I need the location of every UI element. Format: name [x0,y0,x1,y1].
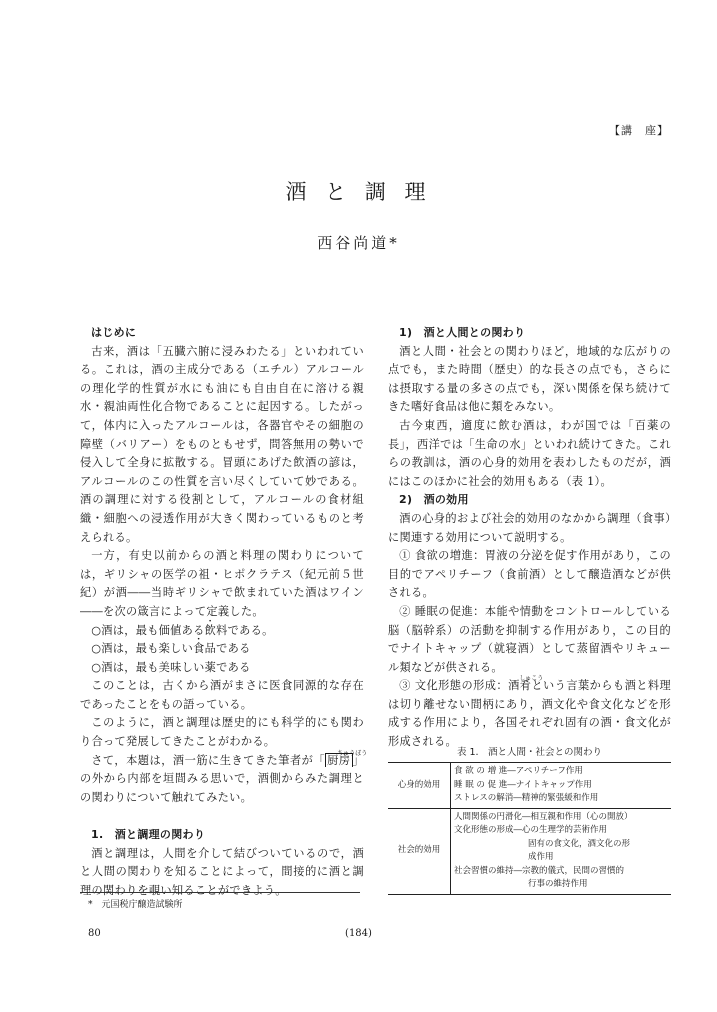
paragraph: 古来，酒は「五臓六腑に浸みわたる」といわれている。これは，酒の主成分である（エチル）アルコールの理化学的性質が水にも油にも自由自在に溶ける親水・親油両性化合物であることに起因する。したがって，体内に入ったアルコールは，各器官やその細胞の障壁（バリアー）をものともせず，問答無用の勢いで侵入して全身に拡散する。冒頭にあげた飲酒の諺は，アルコールのこの性質を言い尽くしていて妙である。酒の調理に対する役割として，アルコールの食材組織・細胞への浸透作用が大きく関わっているものと考えられる。 [80,344,364,544]
journal-page-number: (184) [345,928,372,939]
table-items-cell [451,808,672,894]
page-number: 80 [88,928,101,939]
paragraph: 古今東西，適度に飲む酒は，わが国では「百薬の長」，西洋では「生命の水」といわれ続けてきた。これらの教訓は，酒の心身的効用を表わしたものだが，酒にはこのほかに社会的効用もある（表 1）。 [388,418,671,488]
list-item: ○酒は，最も美味しい薬である [91,660,251,674]
left-column [80,324,368,900]
paragraph: このことは，古くから酒がまさに医食同源的な存在であったことをもの語っている。 [80,679,364,711]
table-item: 社会習慣の維持―宗教的儀式，民間の習慣的 [454,865,625,876]
paragraph: ② 睡眠の促進：本能や情動をコントロールしている脳（脳幹系）の活動を抑制する作用があり，この目的でナイトキャップ（就寝酒）として蒸留酒やリキュール類などが供される。 [388,604,671,674]
heading-introduction: はじめに [91,326,137,339]
ruby-word: しゅこう 酒肴 [508,679,531,692]
footnote: * 元国税庁醸造試験所 [88,900,183,910]
table-item: 文化形態の形成―心の生理学的芸術作用 [454,825,608,835]
paragraph: ① 食欲の増進：胃液の分泌を促す作用があり，この目的でアペリチーフ（食前酒）として醸造酒などが供される。 [388,549,671,600]
heading-subsection-2: 2) 酒の効用 [399,493,469,507]
table-category-cell: 社会的効用 [388,808,451,894]
paragraph: このように，酒と調理は歴史的にも科学的にも関わり合って発展してきたことがわかる。 [80,716,364,749]
table-item: 固有の食文化，酒文化の形 [528,838,631,849]
section-tag: 【講 座】 [609,124,669,137]
table-item: 睡 眠 の 促 進―ナイトキャップ作用 [454,779,592,790]
paragraph: ③ 文化形態の形成： しゅこう 酒肴という言葉からも酒と料理は切り離せない間柄にあり，酒文化や食文化などを形成する作用により，各国それぞれ固有の酒・食文化が形成される。 [388,677,671,751]
table-item: 行事の維持作用 [528,879,588,889]
ruby-reading: ちゅうぼう [337,749,368,757]
paragraph: 酒と調理は，人間を介して結びついているので，酒と人間の関わりを知ることによって，間接的に酒と調理の関わりを覗い知ることができよう。 [80,846,364,897]
table-item: 人間関係の円滑化―相互親和作用（心の開放） [454,811,633,822]
list-item: ○酒は，最も価値ある・ 飲料である。 [80,622,364,641]
article-title: 酒 と 調 理 [285,180,432,204]
table-caption: 表 1. 酒と人間・社会との関わり [456,747,603,758]
emphasis-text: ・ 飲料 [205,624,228,637]
paragraph: 一方，有史以前からの酒と料理の関わりについては，ギリシャの医学の祖・ヒポクラテス（紀元前５世紀）が酒――当時ギリシャで飲まれていた酒はワイン――を次の箴言によって定義した。 [80,549,364,618]
right-column [388,324,671,752]
emphasis-text: ・ 食品 [193,642,216,655]
paragraph: 酒と人間・社会との関わりほど，地域的な広がりの点でも，また時間（歴史）的な長さの点でも，さらには摂取する量の多さの点でも，深い関係を保ち続けてきた嗜好食品は他に類をみない。 [388,344,671,414]
paragraph: 酒の心身的および社会的効用のなかから調理（食事）に関連する効用について説明する。 [388,511,671,544]
table-items-cell [451,763,672,809]
table-item: 成作用 [528,852,554,862]
table-row [388,808,671,894]
table-item: 食 欲 の 増 進―アペリチーフ作用 [454,766,583,776]
table-item: ストレスの解消―精神的緊張緩和作用 [454,793,599,803]
table-category-cell: 心身的効用 [388,763,451,809]
list-item: ○酒は，最も楽しい・ 食品である [80,640,364,659]
article-author: 西谷尚道* [317,234,400,252]
heading-subsection-1: 1) 酒と人間との関わり [399,326,526,339]
footnote-divider [80,892,360,893]
ruby-reading: しゅこう [519,675,544,683]
paragraph: さて，本題は，酒一筋に生きてきた筆者が「 ちゅうぼう 厨房 」の外から内部を垣間みる思いで，酒側からみた調理との関わりについて触れてみたい。 [80,752,364,808]
table-row [388,763,671,809]
table-1 [388,762,671,895]
heading-section-1: 1. 酒と調理の関わり [91,828,206,842]
ruby-word: ちゅうぼう 厨房 [325,753,352,767]
